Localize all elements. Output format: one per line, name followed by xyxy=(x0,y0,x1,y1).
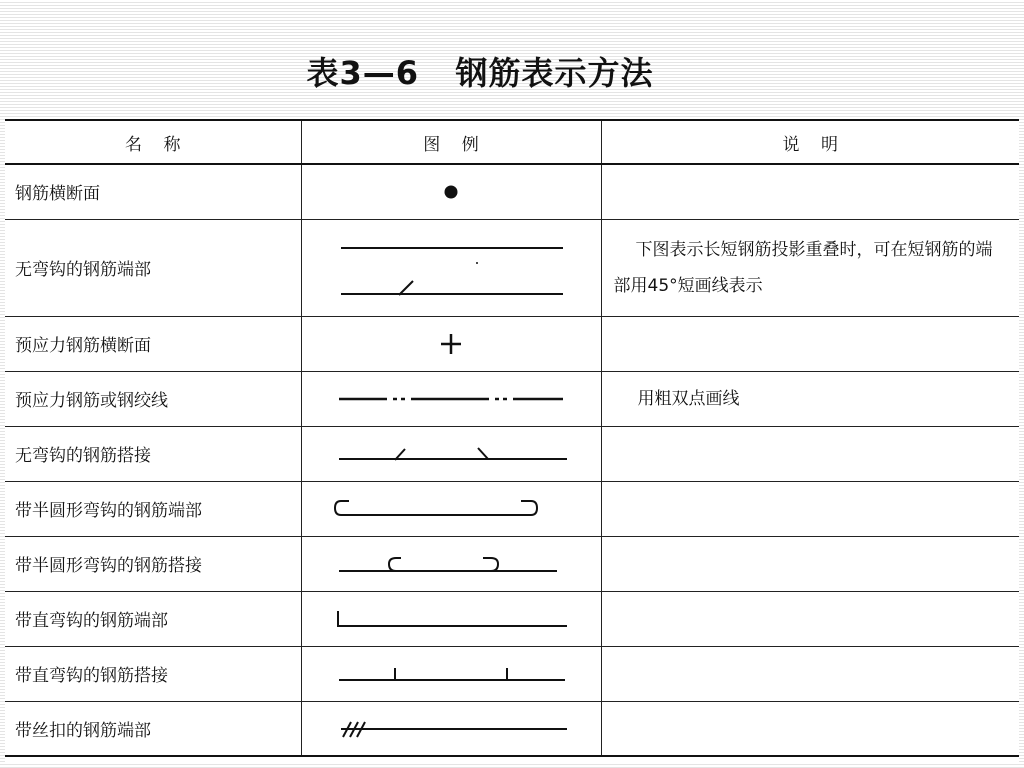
table-header-row xyxy=(5,120,1019,164)
table-row xyxy=(5,646,1019,701)
table-row xyxy=(5,164,1019,219)
row-note xyxy=(601,701,1019,756)
row-name: 预应力钢筋横断面 xyxy=(5,316,301,371)
row-name: 预应力钢筋或钢绞线 xyxy=(5,371,301,426)
row-name: 带半圆形弯钩的钢筋搭接 xyxy=(5,536,301,591)
threaded-end-icon xyxy=(331,713,571,743)
table-row xyxy=(5,701,1019,756)
row-name: 无弯钩的钢筋搭接 xyxy=(5,426,301,481)
row-note xyxy=(601,316,1019,371)
row-note: 用粗双点画线 xyxy=(601,371,1019,426)
row-note xyxy=(601,536,1019,591)
table-row xyxy=(5,591,1019,646)
row-legend xyxy=(301,316,601,371)
row-legend xyxy=(301,591,601,646)
rebar-notation-table xyxy=(5,119,1019,764)
table-row xyxy=(5,316,1019,371)
row-note xyxy=(601,426,1019,481)
lap-no-hook-icon xyxy=(331,439,571,469)
table-row xyxy=(5,481,1019,536)
row-note xyxy=(601,591,1019,646)
row-name: 无弯钩的钢筋端部 xyxy=(5,219,301,316)
row-name: 带直弯钩的钢筋端部 xyxy=(5,591,301,646)
row-legend xyxy=(301,164,601,219)
row-legend xyxy=(301,481,601,536)
row-name: 带丝扣的钢筋端部 xyxy=(5,701,301,756)
row-legend xyxy=(301,701,601,756)
header-note: 说 明 xyxy=(601,120,1019,164)
semicircle-hook-lap-icon xyxy=(331,549,571,579)
row-note xyxy=(601,646,1019,701)
table-row xyxy=(5,426,1019,481)
row-legend xyxy=(301,219,601,316)
row-note xyxy=(601,164,1019,219)
header-name: 名 称 xyxy=(5,120,301,164)
row-name: 带直弯钩的钢筋搭接 xyxy=(5,646,301,701)
row-legend xyxy=(301,371,601,426)
table-row xyxy=(5,371,1019,426)
semicircle-hook-end-icon xyxy=(331,494,571,524)
row-note xyxy=(601,481,1019,536)
table-row xyxy=(5,536,1019,591)
bar-end-no-hook-icon xyxy=(331,228,571,308)
header-legend: 图 例 xyxy=(301,120,601,164)
plus-icon xyxy=(331,329,571,359)
straight-hook-lap-icon xyxy=(331,659,571,689)
table-row xyxy=(5,219,1019,316)
dash-double-dot-line-icon xyxy=(331,384,571,414)
row-legend xyxy=(301,536,601,591)
page-title: 表3—6 钢筋表示方法 xyxy=(306,54,654,92)
row-legend xyxy=(301,646,601,701)
straight-hook-end-icon xyxy=(331,604,571,634)
row-name: 带半圆形弯钩的钢筋端部 xyxy=(5,481,301,536)
row-note: 下图表示长短钢筋投影重叠时，可在短钢筋的端部用45°短画线表示 xyxy=(601,219,1019,316)
row-name: 钢筋横断面 xyxy=(5,164,301,219)
dot-icon xyxy=(331,177,571,207)
row-legend xyxy=(301,426,601,481)
